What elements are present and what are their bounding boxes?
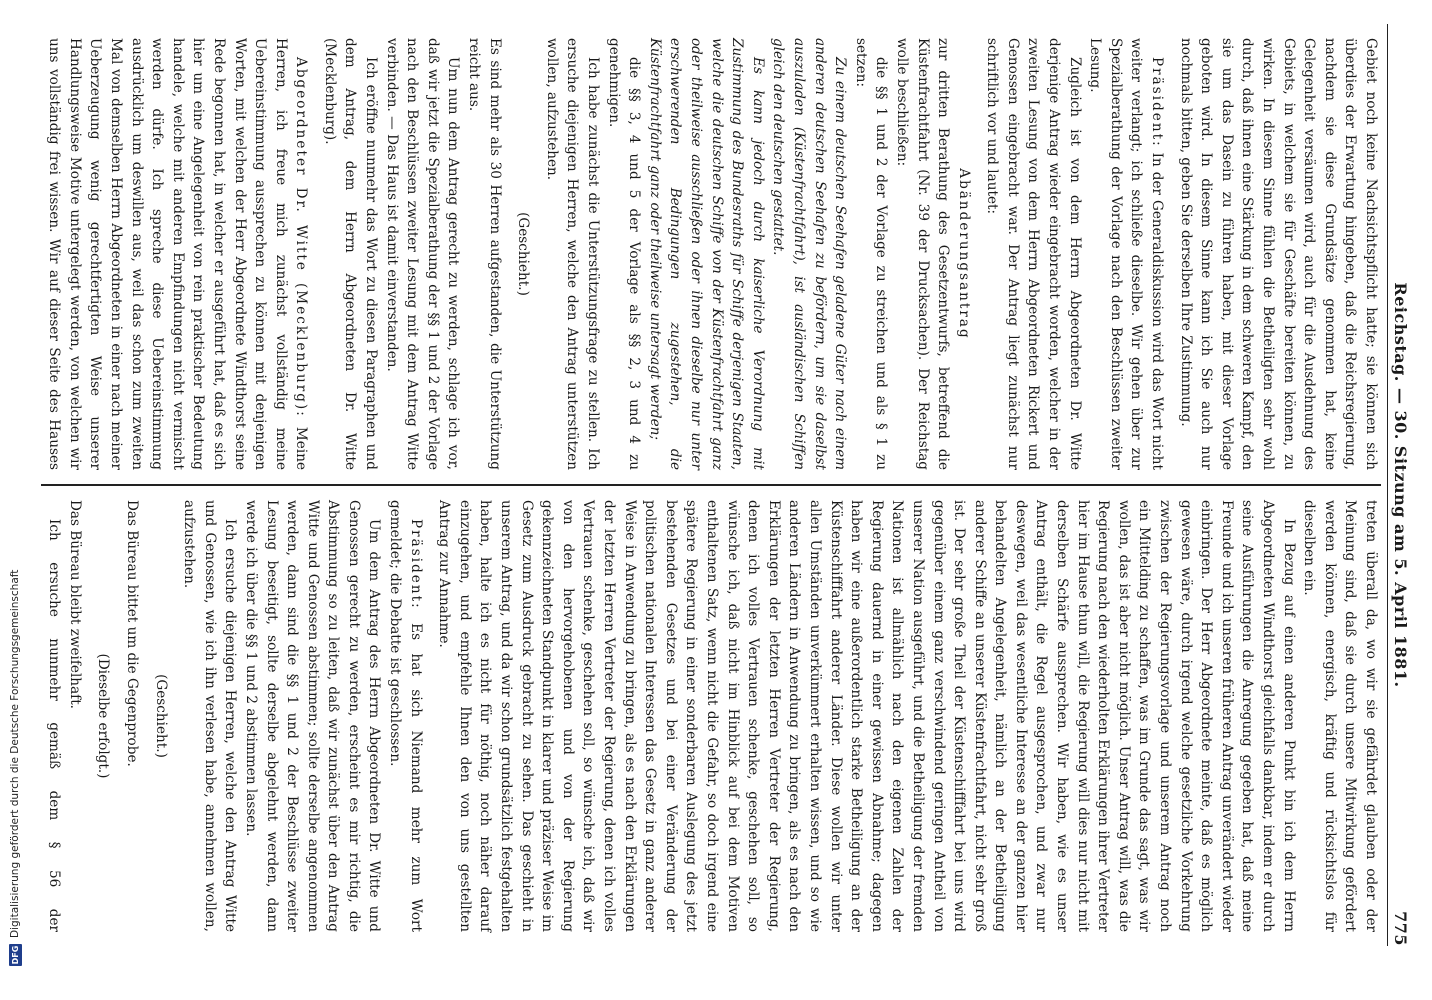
paragraph (850, 38, 891, 470)
paragraph (434, 500, 1299, 932)
paragraph (644, 38, 768, 470)
paragraph-text: Um dem Antrag des Herrn Abgeordneten Dr. Witte und Genossen gerecht zu werden, erscheint es mir richtig, die Abstimmung so zu leiten, daß wir zunächst über den Antrag Witte und Genossen abstimmen; sollte derselbe angenommen werden, dann sind die §§ 1 und 2 der Beschlüsse zweiter Lesung beseitigt, sollte derselbe abgelehnt werden, dann werde ich über die §§ 1 und 2 abstimmen lassen. (242, 500, 383, 932)
centered-line (513, 38, 534, 470)
paragraph-gap (142, 500, 150, 932)
paragraph-text: Abänderungsantrag (955, 168, 972, 340)
paragraph-text: Meine Herren, ich freue mich zunächst vollständig meine Uebereinstimmung aussprechen zu können mit denjenigen Worten, mit welchen der Herr Abgeordnete Windthorst seine Rede begonnen hat, in welcher er ausgeführt hat, daß es sich hier um eine Angelegenheit von rein praktischer Bedeutung handele, welche mit anderen Empfindungen nicht vermischt werden dürfe. Ich spreche diese Uebereinstimmung ausdrücklich um deswillen aus, weil das schon zum zweiten Mal von demselben Herrn Abgeordneten in einer nach meiner Ueberzeugung wenig gerechtfertigten Weise unserer Handlungsweise Motive untergelegt werden, von welchen wir uns vollständig frei wissen. Wir auf dieser Seite des Hauses (46, 38, 310, 471)
paragraph-text: (Dieselbe erfolgt.) (95, 653, 112, 779)
paragraph (891, 38, 953, 470)
paragraph (381, 38, 463, 470)
paragraph-text: Es sind mehr als 30 Herren aufgestanden, die Unterstützung reicht aus. (466, 38, 503, 470)
right-column (41, 486, 1381, 946)
paragraph-text: In Bezug auf einen anderen Punkt bin ich dem Herrn Abgeordneten Windthorst gleichfalls dankbar, indem er durch seine Ausführungen die Anregung gegeben hat, daß meine Freunde und ich unseren früheren Antrag unverändert wieder einbringen. Der Herr Abgeordnete meinte, daß es möglich gewesen wäre, durch irgend welche gesetzliche Vorkehrung zwischen der Regierungsvorlage und unserem Antrag noch ein Mittelding zu schaffen, was im Grunde das sagt, was wir wollen, das ist aber nicht möglich. Unser Antrag will, was die Regierung nach den wiederholten Erklärungen ihrer Vertreter hier im Hause thun will, die Regierung will dies nur nicht mit derselben Schärfe aussprechen. Wir haben, wie es unser Antrag enthält, die Regel ausgesprochen, und zwar nur deswegen, weil das wesentliche Interesse an der ganzen hier behandelten Angelegenheit, nämlich an der Betheiligung anderer Schiffe an unserer Küstenfrachtfahrt, nicht sehr groß ist. Der sehr große Theil der Küstenschifffahrt bei uns wird gegenüber einem ganz verschwindend geringen Antheil von unserer Nation ausgeführt, und die Betheiligung der fremden Nationen ist allmählich nach den eigenen Zahlen der Regierung dauernd in einer gewissen Abnahme; dagegen haben wir eine außerordentlich starke Betheiligung an der Küstenschifffahrt anderer Länder. Diese wollen wir unter allen Umständen unverkümmert erhalten wissen, und so wie anderen Ländern in Anwendung zu bringen, als es nach den Erklärungen der letzten Herren Vertreter der Regierung, denen ich volles Vertrauen schenke, geschehen soll, so wünsche ich, daß nicht im Hinblick auf bei dem Motiven enthaltenen Satz, wenn nicht die Gefahr, so doch irgend eine spätere Regierung in einer sonderbaren Auslegung des jetzt bestehenden Gesetzes und bei einer Veränderung der politischen nationalen Interessen das Gesetz in ganz anderer Weise in Anwendung zu bringen, als es nach den Erklärungen der letzten Herren Vertreter der Regierung, denen ich volles Vertrauen schenke, geschehen soll, so wünsche ich, daß wir von den hervorgehobenen und von der Regierung gekennzeichneten Standpunkt in klarer und präziser Weise im Gesetz zum Ausdruck gebracht zu sehen. Das geschieht in unserem Antrag, und da wir schon grundsätzlich festgehalten haben, halte ich es nicht für nöthig, noch näher darauf einzugehen, und empfehle Ihnen den von uns gestellten Antrag zur Annahme. (436, 500, 1297, 932)
running-head-title: Reichstag. — 30. Sitzung am 5. April 1881. (1391, 282, 1410, 688)
centered-line (953, 38, 974, 470)
document-page (36, 10, 1416, 960)
speaker-label: Abgeordneter Dr. Witte (Mecklenburg): (293, 57, 310, 418)
paragraph (385, 500, 426, 932)
speaker-label: Präsident: (1149, 57, 1166, 148)
paragraph (982, 38, 1085, 470)
paragraph (240, 500, 384, 932)
paragraph (41, 500, 64, 932)
centered-line (93, 500, 114, 932)
paragraph-text: Gebiet noch keine Nachsichtspflicht hatte; sie können sich überdies der Erwartung hingeben, daß die Reichsregierung, nachdem sie diese Grundsätze genommen hat, keine Gelegenheit versäumen wird, auch für die Ausdehnung des Gebiets, in welchem sie für Geschäfte bereiten können, zu wirken. In diesem Sinne fühlen die Betheiligten sehr wohl durch, daß ihnen eine Stärkung in dem schweren Kampf, den sie um das Dasein zu führen haben, mit dieser Vorlage geboten wird. In diesem Sinne kann ich Sie auch nur nochmals bitten, geben Sie derselben Ihre Zustimmung. (1177, 38, 1379, 470)
paragraph-text: Es hat sich Niemand mehr zum Wort gemeldet; die Debatte ist geschlossen. (387, 500, 424, 932)
paragraph-gap (311, 38, 319, 470)
paragraph-text: die §§ 3, 4 und 5 der Vorlage als §§ 2, 3 und 4 zu genehmigen. (605, 38, 643, 470)
speaker-label: Präsident: (407, 519, 424, 610)
paragraph-gap (171, 500, 179, 932)
paragraph-text: Ich ersuche nunmehr gemäß dem § 56 der (46, 519, 63, 932)
paragraph-text: zur dritten Berathung des Gesetzentwurfs, betreffend die Küstenfrachtfahrt (Nr. 39 der Drucksachen). Der Reichstag wolle beschließen: (893, 38, 952, 470)
paragraph-text: Das Büreau bittet um die Gegenprobe. (123, 500, 140, 767)
footer (2, 0, 24, 1000)
paragraph-text: Ich eröffne nunmehr das Wort zu diesen Paragraphen und dem Antrag, dem Herrn Abgeordneten Dr. Witte (Mecklenburg). (321, 38, 380, 470)
paragraph-text: (Geschieht.) (152, 674, 169, 758)
paragraph-text: Zu einem deutschen Seehafen geladene Güter nach einem anderen deutschen Seehafen zu befördern, um sie daselbst auszuladen (Küstenfrachtfahrt), ist ausländischen Schiffen gleich den deutschen gestattet. (770, 38, 849, 470)
footer-note (4, 0, 26, 966)
paragraph (121, 500, 142, 932)
paragraph-text: Das Büreau bleibt zweifelhaft. (66, 500, 83, 709)
paragraph (541, 38, 603, 470)
paragraph-gap (505, 38, 513, 470)
paragraph (64, 500, 85, 932)
paragraph-text: die §§ 1 und 2 der Vorlage zu streichen und als § 1 zu setzen: (852, 38, 890, 470)
paragraph-text: Ich habe zunächst die Unterstützungsfrage zu stellen. Ich ersuche diejenigen Herren, welche den Antrag unterstützen wollen, aufzustehen. (543, 38, 602, 470)
paragraph-text: In der Generaldiskussion wird das Wort nicht weiter verlangt; ich schließe dieselbe. Wir gehen über zur Spezialberathung der Vorlage nach den Beschlüssen zweiter Lesung. (1087, 38, 1166, 470)
running-head (1387, 24, 1410, 946)
paragraph (1175, 38, 1381, 470)
paragraph (463, 38, 504, 470)
paragraph-gap (974, 38, 982, 470)
paragraph-gap (85, 500, 93, 932)
dfg-logo-icon: DFG (10, 945, 20, 965)
paragraph (319, 38, 381, 470)
paragraph (603, 38, 644, 470)
paragraph-text: treten überall da, wo wir sie gefährdet glauben oder der Meinung sind, daß sie durch unsere Mitwirkung gefördert werden können, energisch, kräftig und rücksichtslos für dieselben ein. (1301, 500, 1379, 932)
paragraph (1299, 500, 1381, 932)
paragraph-text: Es kann jedoch durch kaiserliche Verordnung mit Zustimmung des Bundesraths für Schiffe derjenigen Staaten, welche die deutschen Schiffe von der Küstenfrachtfahrt ganz oder theilweise ausschließen oder ihnen dieselbe nur unter erschwerenden Bedingungen zugestehen, die Küstenfrachtfahrt ganz oder theilweise untersagt werden; (646, 38, 766, 470)
paragraph-gap (113, 500, 121, 932)
digitization-note: Digitalisierung gefördert durch die Deutsche Forschungsgemeinschaft (9, 569, 21, 938)
paragraph (41, 38, 311, 470)
centered-line (150, 500, 171, 932)
paragraph (1085, 38, 1167, 470)
left-column (41, 24, 1381, 484)
paragraph-gap (1167, 38, 1175, 470)
paragraph-text: (Geschieht.) (515, 212, 532, 296)
paragraph-gap (533, 38, 541, 470)
paragraph-text: Ich ersuche diejenigen Herren, welche den Antrag Witte und Genossen, wie ich ihn verlesen habe, annehmen wollen, aufzustehen. (181, 500, 239, 932)
text-columns (41, 24, 1381, 946)
paragraph-gap (426, 500, 434, 932)
paragraph-text: Um nun dem Antrag gerecht zu werden, schlage ich vor, daß wir jetzt die Spezialberathung der §§ 1 und 2 der Vorlage nach den Beschlüssen zweiter Lesung mit dem Antrag Witte verbinden. — Das Haus ist damit einverstanden. (383, 38, 462, 470)
page-number: 775 (1391, 911, 1410, 946)
paragraph (768, 38, 850, 470)
paragraph-text: Zugleich ist von dem Herrn Abgeordneten Dr. Witte derjenige Antrag wieder eingebracht worden, welcher in der zweiten Lesung von dem Herrn Abgeordneten Rickert und Genossen eingebracht war. Der Antrag liegt zunächst nur schriftlich vor und lautet: (984, 38, 1083, 470)
paragraph (179, 500, 241, 932)
